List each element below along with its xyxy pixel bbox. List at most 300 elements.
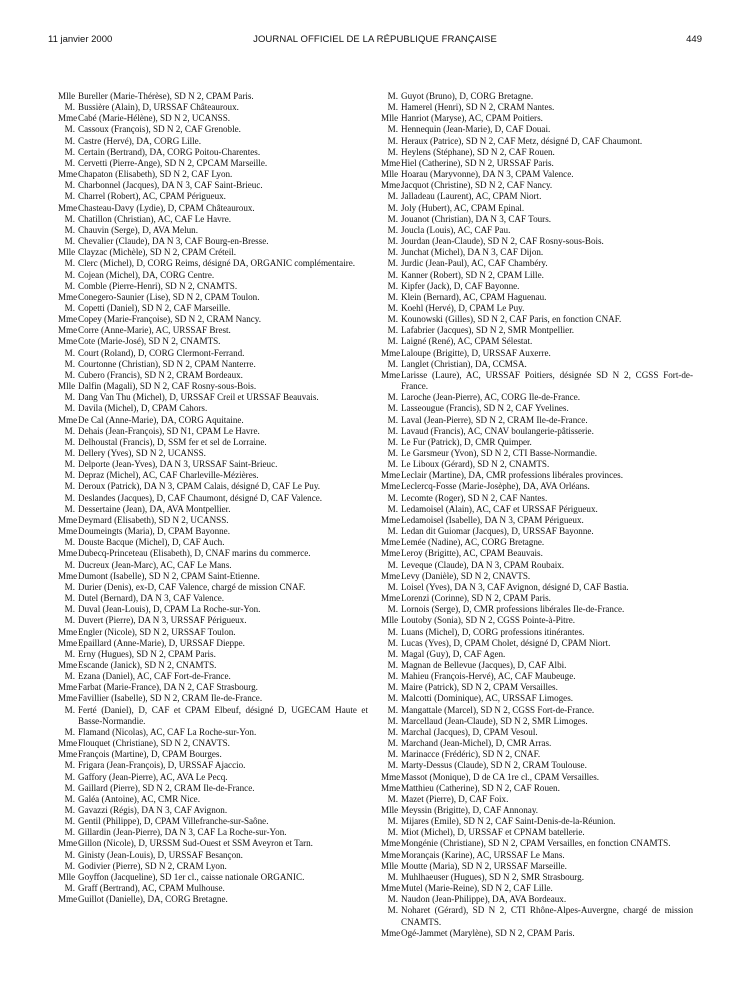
- entry-text: Ducreux (Jean-Marc), AC, CAF Le Mans.: [78, 559, 232, 570]
- entry-text: Duvert (Pierre), DA N 3, URSSAF Périgueux.: [78, 615, 247, 626]
- entry-title: M.: [64, 347, 75, 358]
- entry-text: Loisel (Yves), DA N 3, CAF Avignon, désigné D, CAF Bastia.: [401, 581, 629, 592]
- entry-title: M.: [64, 302, 75, 313]
- entry-text: Joly (Hubert), AC, CPAM Epinal.: [401, 202, 525, 213]
- list-item: [381, 292, 693, 303]
- list-item: [381, 359, 693, 370]
- list-item: [381, 415, 693, 426]
- list-item: [58, 705, 368, 727]
- entry-title: M.: [387, 749, 398, 760]
- entry-title: M.: [387, 291, 398, 302]
- entry-text: Dutel (Bernard), DA N 3, CAF Valence.: [78, 593, 225, 604]
- entry-title: Mlle: [381, 805, 399, 815]
- entry-text: Deymard (Elisabeth), SD N 2, UCANSS.: [78, 514, 229, 525]
- entry-text: Noharet (Gérard), SD N 2, CTI Rhône-Alpes-Auvergne, chargé de mission CNAMTS.: [401, 905, 693, 927]
- entry-title: M.: [387, 236, 398, 247]
- entry-text: Chatillon (Christian), AC, CAF Le Havre.: [78, 213, 232, 224]
- list-item: [381, 526, 693, 537]
- list-item: [381, 861, 693, 872]
- entry-text: Cojean (Michel), DA, CORG Centre.: [78, 269, 215, 280]
- entry-text: Charbonnel (Jacques), DA N 3, CAF Saint-Brieuc.: [78, 180, 263, 191]
- entry-title: M.: [64, 793, 75, 804]
- entry-text: Koehl (Hervé), D, CPAM Le Puy.: [401, 302, 525, 313]
- list-item: [381, 214, 693, 225]
- list-item: [381, 537, 693, 548]
- entry-title: Mme: [58, 659, 78, 670]
- list-item: [381, 348, 693, 359]
- entry-title: M.: [387, 827, 398, 838]
- entry-title: Mme: [381, 369, 401, 380]
- entry-title: M.: [64, 827, 75, 838]
- entry-text: Mijares (Emile), SD N 2, CAF Saint-Denis-de-la-Réunion.: [401, 816, 616, 827]
- entry-title: M.: [387, 715, 398, 726]
- entry-title: Mme: [381, 570, 401, 581]
- entry-title: Mme: [58, 682, 78, 693]
- list-item: [381, 236, 693, 247]
- list-item: [381, 314, 693, 325]
- entry-text: Morançais (Karine), AC, URSSAF Le Mans.: [401, 849, 565, 860]
- list-item: [381, 716, 693, 727]
- list-item: [58, 749, 368, 760]
- list-item: [381, 894, 693, 905]
- list-item: [58, 336, 368, 347]
- header-date: 11 janvier 2000: [48, 34, 113, 45]
- list-item: [58, 894, 368, 905]
- entry-title: M.: [387, 894, 398, 905]
- list-item: [58, 738, 368, 749]
- list-item: [381, 180, 693, 191]
- entry-text: Farbat (Marie-France), DA N 2, CAF Strasbourg.: [78, 682, 258, 693]
- entry-text: Hamerel (Henri), SD N 2, CRAM Nantes.: [401, 102, 555, 113]
- entry-text: Ledamoisel (Isabelle), DA N 3, CPAM Périgueux.: [401, 514, 584, 525]
- entry-text: Corre (Anne-Marie), AC, URSSAF Brest.: [78, 325, 231, 336]
- entry-text: Meyssin (Brigitte), D, CAF Annonay.: [401, 805, 539, 815]
- entry-title: M.: [64, 760, 75, 771]
- entry-text: Malcotti (Dominique), AC, URSSAF Limoges.: [401, 693, 574, 704]
- entry-title: M.: [64, 615, 75, 626]
- entry-text: Bussière (Alain), D, URSSAF Châteauroux.: [78, 102, 239, 113]
- entry-title: Mlle: [381, 615, 399, 626]
- entry-title: Mme: [58, 414, 78, 425]
- entry-title: M.: [387, 258, 398, 269]
- list-item: [381, 91, 693, 102]
- entry-text: Cubero (Francis), SD N 2, CRAM Bordeaux.: [78, 369, 243, 380]
- entry-text: Mazet (Pierre), D, CAF Foix.: [401, 793, 509, 804]
- list-item: [58, 203, 368, 214]
- entry-text: Larisse (Laure), AC, URSSAF Poitiers, désignée SD N 2, CGSS Fort-de-France.: [401, 369, 693, 392]
- entry-title: Mme: [381, 157, 401, 168]
- entry-title: M.: [64, 860, 75, 871]
- entry-text: Deroux (Patrick), DA N 3, CPAM Calais, désigné D, CAF Le Puy.: [78, 481, 321, 492]
- entry-text: Frigara (Jean-François), D, URSSAF Ajaccio.: [78, 760, 246, 771]
- entry-text: Miot (Michel), D, URSSAF et CPNAM batellerie.: [401, 827, 585, 838]
- entry-text: Galéa (Antoine), AC, CMR Nice.: [78, 793, 200, 804]
- list-item: [58, 615, 368, 626]
- entry-title: Mme: [381, 849, 401, 860]
- list-item: [58, 124, 368, 135]
- list-item: [381, 671, 693, 682]
- list-item: [381, 258, 693, 269]
- entry-title: M.: [64, 358, 75, 369]
- entry-text: De Cal (Anne-Marie), DA, CORG Aquitaine.: [78, 414, 244, 425]
- entry-title: M.: [387, 793, 398, 804]
- entry-text: Conegero-Saunier (Lise), SD N 2, CPAM Toulon.: [78, 291, 260, 302]
- entry-title: Mme: [58, 738, 78, 749]
- entry-title: Mme: [381, 470, 401, 481]
- entry-title: M.: [387, 314, 398, 325]
- entry-text: Hoarau (Maryvonne), DA N 3, CPAM Valence.: [401, 169, 574, 180]
- entry-text: Hanriot (Maryse), AC, CPAM Poitiers.: [401, 113, 543, 124]
- entry-text: Charrel (Robert), AC, CPAM Périgueux.: [78, 191, 226, 202]
- entry-title: M.: [64, 805, 75, 815]
- entry-title: M.: [387, 637, 398, 648]
- entry-text: Levy (Danièle), SD N 2, CNAVTS.: [401, 570, 531, 581]
- entry-text: Dang Van Thu (Michel), D, URSSAF Creil et URSSAF Beauvais.: [78, 392, 319, 403]
- list-item: [58, 816, 368, 827]
- entry-title: M.: [64, 593, 75, 604]
- entry-text: Ledan dit Guiomar (Jacques), D, URSSAF Bayonne.: [401, 526, 594, 537]
- entry-title: Mme: [58, 113, 78, 124]
- list-item: [381, 682, 693, 693]
- entry-text: Delhoustal (Francis), D, SSM fer et sel de Lorraine.: [78, 436, 267, 447]
- entry-text: Ferté (Daniel), D, CAF et CPAM Elbeuf, désigné D, UGECAM Haute et Basse-Normandie.: [78, 704, 368, 726]
- list-item: [58, 805, 368, 816]
- entry-text: Magnan de Bellevue (Jacques), D, CAF Albi.: [401, 659, 567, 670]
- entry-text: Comble (Pierre-Henri), SD N 2, CNAMTS.: [78, 280, 238, 291]
- entry-text: Jourdan (Jean-Claude), SD N 2, CAF Rosny-sous-Bois.: [401, 236, 604, 247]
- entry-title: Mme: [58, 570, 78, 581]
- list-item: [381, 448, 693, 459]
- entry-title: Mme: [381, 593, 401, 604]
- entry-title: M.: [387, 91, 398, 101]
- entry-title: Mlle: [58, 871, 76, 882]
- list-item: [58, 526, 368, 537]
- entry-text: Lorenzi (Corinne), SD N 2, CPAM Paris.: [401, 593, 551, 604]
- entry-title: M.: [387, 693, 398, 704]
- list-item: [58, 593, 368, 604]
- list-item: [58, 772, 368, 783]
- entry-text: Certain (Bertrand), DA, CORG Poitou-Charentes.: [78, 146, 261, 157]
- entry-text: Marchand (Jean-Michel), D, CMR Arras.: [401, 738, 552, 749]
- list-item: [381, 928, 693, 939]
- entry-text: Douste Bacque (Michel), D, CAF Auch.: [78, 537, 225, 548]
- entry-text: Guyot (Bruno), D, CORG Bretagne.: [401, 91, 534, 101]
- entry-text: Lornois (Serge), D, CMR professions libérales Ile-de-France.: [401, 604, 625, 615]
- list-item: [58, 158, 368, 169]
- entry-text: Laigné (René), AC, CPAM Sélestat.: [401, 336, 533, 347]
- list-item: [58, 325, 368, 336]
- list-item: [381, 493, 693, 504]
- entry-text: Copey (Marie-Françoise), SD N 2, CRAM Nancy.: [78, 314, 262, 325]
- left-column: [58, 91, 368, 905]
- list-item: [381, 102, 693, 113]
- list-item: [58, 827, 368, 838]
- list-item: [381, 560, 693, 571]
- entry-title: Mme: [58, 749, 78, 760]
- list-item: [58, 270, 368, 281]
- entry-title: Mme: [58, 894, 78, 905]
- list-item: [58, 392, 368, 403]
- entry-title: M.: [387, 135, 398, 146]
- entry-text: Maire (Patrick), SD N 2, CPAM Versailles.: [401, 682, 558, 693]
- entry-text: Ezana (Daniel), AC, CAF Fort-de-France.: [78, 671, 231, 682]
- entry-text: Moutte (Maria), SD N 2, URSSAF Marseille.: [401, 860, 567, 871]
- entry-title: M.: [387, 102, 398, 113]
- entry-title: M.: [387, 871, 398, 882]
- entry-title: M.: [387, 325, 398, 336]
- entry-text: Heraux (Patrice), SD N 2, CAF Metz, désigné D, CAF Chaumont.: [401, 135, 643, 146]
- list-item: [381, 872, 693, 883]
- list-item: [58, 102, 368, 113]
- entry-text: Leclair (Martine), DA, CMR professions libérales provinces.: [401, 470, 623, 481]
- entry-title: Mme: [58, 526, 78, 537]
- entry-text: Laval (Jean-Pierre), SD N 2, CRAM Ile-de-France.: [401, 414, 588, 425]
- list-item: [381, 426, 693, 437]
- entry-text: Leclercq-Fosse (Marie-Josèphe), DA, AVA Orléans.: [401, 481, 590, 492]
- entry-title: Mme: [381, 927, 401, 938]
- list-item: [381, 604, 693, 615]
- entry-text: Castre (Hervé), DA, CORG Lille.: [78, 135, 201, 146]
- entry-title: M.: [387, 392, 398, 403]
- entry-title: M.: [64, 146, 75, 157]
- entry-text: Magal (Guy), D, CAF Agen.: [401, 648, 506, 659]
- entry-text: Jalladeau (Laurent), AC, CPAM Niort.: [401, 191, 542, 202]
- entry-text: Goyffon (Jacqueline), SD 1er cl., caisse nationale ORGANIC.: [78, 871, 305, 882]
- right-column: [381, 91, 693, 939]
- entry-title: M.: [387, 726, 398, 737]
- entry-text: Favillier (Isabelle), SD N 2, CRAM Ile-de-France.: [78, 693, 263, 704]
- entry-text: Gaffory (Jean-Pierre), AC, AVA Le Pecq.: [78, 771, 228, 782]
- list-item: [381, 147, 693, 158]
- entry-title: Mme: [58, 314, 78, 325]
- entry-text: Courtonne (Christian), SD N 2, CPAM Nanterre.: [78, 358, 256, 369]
- list-item: [58, 91, 368, 102]
- list-item: [381, 136, 693, 147]
- list-item: [381, 649, 693, 660]
- list-item: [58, 113, 368, 124]
- list-item: [58, 537, 368, 548]
- entry-title: M.: [64, 258, 75, 269]
- entry-title: Mlle: [58, 247, 76, 258]
- entry-title: M.: [64, 771, 75, 782]
- entry-title: M.: [64, 269, 75, 280]
- entry-text: Langlet (Christian), DA, CCMSA.: [401, 358, 527, 369]
- entry-title: M.: [64, 124, 75, 135]
- list-item: [58, 883, 368, 894]
- list-item: [58, 649, 368, 660]
- list-item: [381, 392, 693, 403]
- entry-title: M.: [64, 648, 75, 659]
- entry-title: M.: [387, 626, 398, 637]
- list-item: [58, 459, 368, 470]
- entry-text: Lavaud (Francis), AC, CNAV boulangerie-pâtisserie.: [401, 425, 594, 436]
- entry-text: Kipfer (Jack), D, CAF Bayonne.: [401, 280, 520, 291]
- entry-text: Lucas (Yves), D, CPAM Cholet, désigné D, CPAM Niort.: [401, 637, 611, 648]
- list-item: [58, 872, 368, 883]
- list-item: [381, 660, 693, 671]
- entry-text: Cassoux (François), SD N 2, CAF Grenoble.: [78, 124, 241, 135]
- entry-title: M.: [387, 559, 398, 570]
- list-item: [381, 738, 693, 749]
- list-item: [58, 370, 368, 381]
- list-item: [381, 225, 693, 236]
- list-item: [58, 247, 368, 258]
- list-item: [58, 348, 368, 359]
- entry-title: M.: [64, 157, 75, 168]
- list-item: [381, 593, 693, 604]
- entry-title: Mme: [58, 202, 78, 213]
- list-item: [381, 203, 693, 214]
- list-item: [58, 437, 368, 448]
- list-item: [381, 772, 693, 783]
- entry-title: Mme: [58, 838, 78, 849]
- entry-text: Chevalier (Claude), DA N 3, CAF Bourg-en-Bresse.: [78, 236, 269, 247]
- entry-title: Mme: [58, 548, 78, 559]
- entry-text: Graff (Bertrand), AC, CPAM Mulhouse.: [78, 883, 225, 894]
- entry-text: Le Liboux (Gérard), SD N 2, CNAMTS.: [401, 459, 550, 470]
- list-item: [381, 850, 693, 861]
- entry-text: Flouquet (Christiane), SD N 2, CNAVTS.: [78, 738, 230, 749]
- entry-text: Hennequin (Jean-Marie), D, CAF Douai.: [401, 124, 551, 135]
- list-item: [381, 281, 693, 292]
- entry-title: Mme: [381, 548, 401, 559]
- list-item: [381, 247, 693, 258]
- list-item: [58, 727, 368, 738]
- list-item: [381, 336, 693, 347]
- entry-title: M.: [387, 492, 398, 503]
- list-item: [58, 604, 368, 615]
- list-item: [381, 627, 693, 638]
- entry-title: M.: [64, 191, 75, 202]
- list-item: [381, 705, 693, 716]
- entry-title: M.: [64, 403, 75, 414]
- entry-title: M.: [64, 537, 75, 548]
- entry-text: Durier (Denis), ex-D, CAF Valence, chargé de mission CNAF.: [78, 581, 306, 592]
- list-item: [381, 169, 693, 180]
- list-item: [381, 124, 693, 135]
- entry-title: M.: [387, 358, 398, 369]
- entry-text: Deslandes (Jacques), D, CAF Chaumont, désigné D, CAF Valence.: [78, 492, 323, 503]
- list-item: [381, 883, 693, 894]
- entry-text: Massot (Monique), D de CA 1re cl., CPAM Versailles.: [401, 771, 600, 782]
- entry-text: Lemée (Nadine), AC, CORG Bretagne.: [401, 537, 545, 548]
- entry-text: Laloupe (Brigitte), D, URSSAF Auxerre.: [401, 347, 551, 358]
- entry-title: Mme: [381, 514, 401, 525]
- entry-title: M.: [64, 726, 75, 737]
- page-header: [48, 34, 702, 52]
- list-item: [58, 258, 368, 269]
- entry-title: M.: [387, 448, 398, 458]
- list-item: [381, 805, 693, 816]
- list-item: [58, 671, 368, 682]
- list-item: [58, 504, 368, 515]
- entry-title: M.: [64, 236, 75, 247]
- entry-title: Mme: [381, 838, 401, 849]
- entry-title: Mme: [381, 771, 401, 782]
- entry-title: M.: [64, 448, 75, 458]
- entry-text: Matthieu (Catherine), SD N 2, CAF Rouen.: [401, 782, 560, 793]
- entry-title: M.: [64, 559, 75, 570]
- list-item: [381, 816, 693, 827]
- entry-title: Mme: [381, 537, 401, 548]
- entry-title: Mme: [381, 180, 401, 191]
- entry-text: Muhlhaeuser (Hugues), SD N 2, SMR Strasbourg.: [401, 871, 584, 882]
- list-item: [381, 270, 693, 281]
- entry-title: M.: [387, 269, 398, 280]
- entry-text: Gentil (Philippe), D, CPAM Villefranche-sur-Saône.: [78, 816, 269, 827]
- list-item: [381, 905, 693, 927]
- entry-text: Joucla (Louis), AC, CAF Pau.: [401, 224, 511, 235]
- list-item: [58, 214, 368, 225]
- entry-text: Hiel (Catherine), SD N 2, URSSAF Paris.: [401, 157, 554, 168]
- entry-title: M.: [64, 604, 75, 615]
- entry-title: M.: [64, 782, 75, 793]
- entry-text: Ginisty (Jean-Louis), D, URSSAF Besançon.: [78, 849, 243, 860]
- entry-title: M.: [387, 280, 398, 291]
- entry-title: M.: [64, 470, 75, 481]
- list-item: [58, 515, 368, 526]
- entry-title: Mlle: [58, 91, 76, 101]
- list-item: [58, 180, 368, 191]
- list-item: [381, 749, 693, 760]
- list-item: [381, 827, 693, 838]
- entry-title: M.: [387, 202, 398, 213]
- list-item: [58, 682, 368, 693]
- entry-title: Mlle: [381, 113, 399, 124]
- list-item: [58, 225, 368, 236]
- entry-text: Clerc (Michel), D, CORG Reims, désigné DA, ORGANIC complémentaire.: [78, 258, 356, 269]
- entry-title: M.: [387, 124, 398, 135]
- entry-title: Mme: [58, 693, 78, 704]
- entry-text: Chapaton (Elisabeth), SD N 2, CAF Lyon.: [78, 169, 233, 180]
- entry-title: M.: [387, 503, 398, 514]
- list-item: [58, 638, 368, 649]
- entry-title: M.: [387, 671, 398, 682]
- entry-title: M.: [64, 503, 75, 514]
- entry-title: Mlle: [58, 381, 76, 392]
- entry-text: Lecomte (Roger), SD N 2, CAF Nantes.: [401, 492, 548, 503]
- list-item: [58, 794, 368, 805]
- entry-text: Mutel (Marie-Reine), SD N 2, CAF Lille.: [401, 883, 553, 894]
- entry-text: Guillot (Danielle), DA, CORG Bretagne.: [78, 894, 228, 905]
- entry-title: M.: [387, 247, 398, 258]
- entry-title: M.: [387, 682, 398, 693]
- entry-title: M.: [387, 213, 398, 224]
- list-item: [58, 136, 368, 147]
- list-item: [381, 481, 693, 492]
- entry-text: Gavazzi (Régis), DA N 3, CAF Avignon.: [78, 805, 228, 815]
- entry-text: Junchat (Michel), DA N 3, CAF Dijon.: [401, 247, 544, 258]
- entry-title: M.: [64, 436, 75, 447]
- entry-title: M.: [64, 581, 75, 592]
- entry-text: Luans (Michel), D, CORG professions itinérantes.: [401, 626, 585, 637]
- list-item: [58, 627, 368, 638]
- entry-text: Leveque (Claude), DA N 3, CPAM Roubaix.: [401, 559, 565, 570]
- list-item: [58, 448, 368, 459]
- entry-text: Marinacce (Frédéric), SD N 2, CNAF.: [401, 749, 541, 760]
- entry-text: Kounowski (Gilles), SD N 2, CAF Paris, en fonction CNAF.: [401, 314, 622, 325]
- entry-title: M.: [387, 604, 398, 615]
- entry-title: M.: [387, 704, 398, 715]
- entry-title: Mme: [58, 336, 78, 347]
- entry-text: Flamand (Nicolas), AC, CAF La Roche-sur-Yon.: [78, 726, 257, 737]
- entry-text: Bureller (Marie-Thérèse), SD N 2, CPAM Paris.: [78, 91, 254, 101]
- entry-text: Chasteau-Davy (Lydie), D, CPAM Châteauroux.: [78, 202, 255, 213]
- entry-title: M.: [64, 213, 75, 224]
- list-item: [381, 693, 693, 704]
- list-item: [58, 693, 368, 704]
- list-item: [381, 403, 693, 414]
